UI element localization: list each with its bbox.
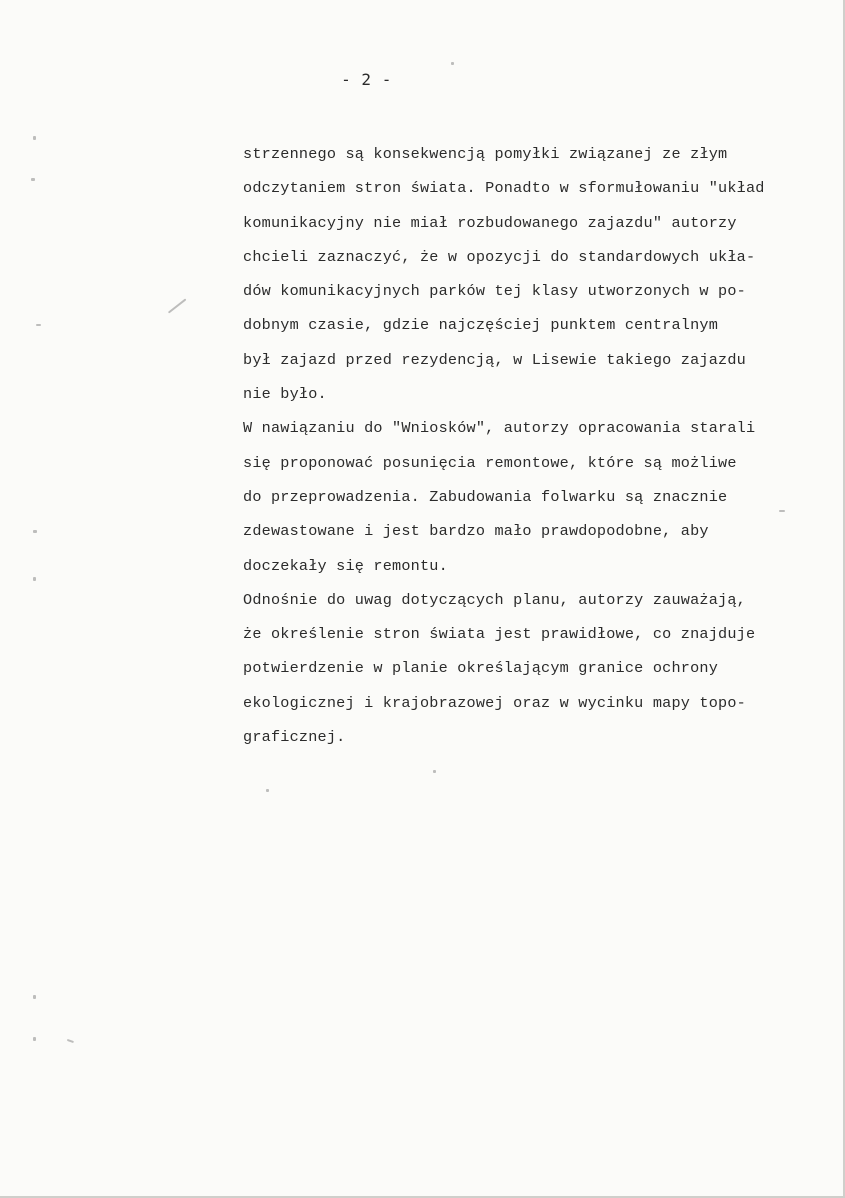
scan-speck	[168, 298, 186, 313]
text-line: potwierdzenie w planie określającym granice ochrony	[243, 659, 719, 678]
scan-speck	[779, 510, 785, 512]
scan-speck	[451, 62, 454, 65]
scan-speck	[33, 577, 36, 581]
text-line: komunikacyjny nie miał rozbudowanego zajazdu" autorzy	[243, 213, 737, 232]
text-line: że określenie stron świata jest prawidłowe, co znajduje	[243, 625, 756, 644]
scan-speck	[266, 789, 269, 792]
text-line: do przeprowadzenia. Zabudowania folwarku są znacznie	[243, 487, 728, 506]
scan-speck	[33, 136, 36, 140]
scan-speck	[31, 178, 35, 181]
text-line: W nawiązaniu do "Wniosków", autorzy opracowania starali	[243, 419, 756, 438]
text-line: doczekały się remontu.	[243, 556, 448, 575]
text-line: Odnośnie do uwag dotyczących planu, autorzy zauważają,	[243, 590, 746, 609]
scan-speck	[33, 995, 36, 999]
document-body	[243, 137, 833, 754]
text-line: chcieli zaznaczyć, że w opozycji do standardowych ukła-	[243, 247, 756, 266]
text-line: dów komunikacyjnych parków tej klasy utworzonych w po-	[243, 282, 746, 301]
scan-speck	[33, 530, 37, 533]
scan-speck	[33, 1037, 36, 1041]
scan-speck	[433, 770, 436, 773]
text-line: ekologicznej i krajobrazowej oraz w wycinku mapy topo-	[243, 693, 746, 712]
text-line: nie było.	[243, 385, 327, 404]
text-line: odczytaniem stron świata. Ponadto w sformułowaniu "układ	[243, 179, 765, 198]
scan-speck	[36, 324, 41, 326]
scan-speck	[67, 1039, 74, 1043]
text-line: zdewastowane i jest bardzo mało prawdopodobne, aby	[243, 522, 709, 541]
page-number: - 2 -	[341, 70, 392, 89]
text-line: dobnym czasie, gdzie najczęściej punktem centralnym	[243, 316, 719, 335]
text-line: był zajazd przed rezydencją, w Lisewie takiego zajazdu	[243, 350, 746, 369]
text-line: graficznej.	[243, 728, 346, 747]
text-line: się proponować posunięcia remontowe, które są możliwe	[243, 453, 737, 472]
text-line: strzennego są konsekwencją pomyłki związanej ze złym	[243, 145, 728, 163]
